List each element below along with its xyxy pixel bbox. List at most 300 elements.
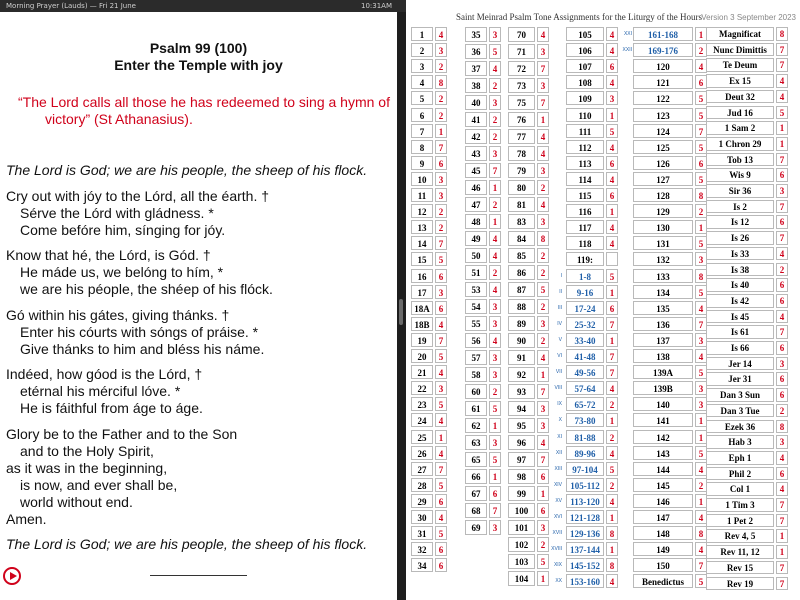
tone-number-cell: 4 bbox=[606, 236, 618, 250]
tone-number-cell: 4 bbox=[489, 333, 501, 348]
psalm-ref-cell: 119: bbox=[566, 252, 604, 266]
tone-number-cell: 6 bbox=[435, 301, 447, 315]
psalm-ref-cell: 49 bbox=[465, 231, 487, 246]
gloria-line: Amen. bbox=[6, 511, 47, 527]
psalm-ref-cell: 98 bbox=[508, 469, 535, 484]
psalm-ref-cell: 144 bbox=[633, 462, 693, 476]
tone-number-cell: 2 bbox=[695, 478, 707, 492]
tone-number-cell: 2 bbox=[537, 265, 549, 280]
psalm-ref-cell: 2 bbox=[411, 43, 433, 57]
psalm-ref-cell: 43 bbox=[465, 146, 487, 161]
tone-number-cell: 2 bbox=[537, 248, 549, 263]
tone-number-cell: 8 bbox=[776, 27, 788, 41]
psalm-ref-cell: Is 38 bbox=[706, 263, 774, 277]
tone-number-cell: 3 bbox=[489, 316, 501, 331]
psalm-ref-cell: 22 bbox=[411, 381, 433, 395]
psalm-ref-cell: Dan 3 Tue bbox=[706, 404, 774, 418]
psalm-ref-cell: 153-160 bbox=[566, 574, 604, 588]
tone-number-cell: 3 bbox=[537, 520, 549, 535]
tone-number-cell: 5 bbox=[695, 446, 707, 460]
psalm-ref-cell: 20 bbox=[411, 349, 433, 363]
verse-line: Gó within his gátes, giving thánks. † bbox=[6, 307, 230, 323]
psalm-ref-cell: 105 bbox=[566, 27, 604, 41]
tone-number-cell: 7 bbox=[537, 384, 549, 399]
patristic-quote bbox=[18, 94, 396, 128]
table-title: Saint Meinrad Psalm Tone Assignments for the Liturgy of the Hours bbox=[456, 12, 703, 22]
verse-line: He máde us, we belóng to hím, * bbox=[20, 264, 224, 280]
table-version: Version 3 September 2023 bbox=[701, 13, 796, 22]
tone-number-cell: 2 bbox=[435, 59, 447, 73]
roman-numeral-label: X bbox=[558, 417, 562, 424]
tone-number-cell: 3 bbox=[776, 357, 788, 371]
psalm-tone-table-pane[interactable] bbox=[406, 0, 800, 600]
tone-number-cell: 2 bbox=[776, 404, 788, 418]
tone-number-cell: 2 bbox=[537, 180, 549, 195]
psalm-ref-cell: Eph 1 bbox=[706, 451, 774, 465]
tone-number-cell: 5 bbox=[695, 91, 707, 105]
tone-number-cell: 5 bbox=[435, 526, 447, 540]
psalm-ref-cell: 21 bbox=[411, 365, 433, 379]
quote-line-2: victory” (St Athanasius). bbox=[45, 111, 193, 127]
tone-number-cell: 6 bbox=[435, 542, 447, 556]
psalm-ref-cell: 10 bbox=[411, 172, 433, 186]
tone-number-cell: 4 bbox=[776, 482, 788, 496]
psalm-ref-cell: 79 bbox=[508, 163, 535, 178]
tone-number-cell: 2 bbox=[776, 263, 788, 277]
verse-line: He is fáithful from áge to áge. bbox=[20, 400, 203, 416]
tone-number-cell: 4 bbox=[435, 446, 447, 460]
psalm-ref-cell: 11 bbox=[411, 188, 433, 202]
roman-numeral-label: XXII bbox=[622, 47, 632, 54]
gloria-line: as it was in the beginning, bbox=[6, 460, 168, 476]
psalm-ref-cell: 106 bbox=[566, 43, 604, 57]
psalm-ref-cell: 1 bbox=[411, 27, 433, 41]
tone-number-cell: 2 bbox=[606, 478, 618, 492]
tone-number-cell: 8 bbox=[606, 558, 618, 572]
tone-number-cell: 7 bbox=[435, 236, 447, 250]
psalm-ref-cell: 161-168 bbox=[633, 27, 693, 41]
psalm-ref-cell: 141 bbox=[633, 413, 693, 427]
verse-line: Give thánks to him and bléss his náme. bbox=[20, 341, 265, 357]
psalm-ref-cell: 26 bbox=[411, 446, 433, 460]
psalm-ref-cell: 14 bbox=[411, 236, 433, 250]
psalm-ref-cell: 9 bbox=[411, 156, 433, 170]
tone-number-cell: 1 bbox=[695, 413, 707, 427]
tone-number-cell: 1 bbox=[606, 542, 618, 556]
psalm-ref-cell: 62 bbox=[465, 418, 487, 433]
psalm-ref-cell: Phil 2 bbox=[706, 467, 774, 481]
tone-number-cell: 3 bbox=[435, 188, 447, 202]
tone-number-cell: 2 bbox=[695, 43, 707, 57]
psalm-ref-cell: 24 bbox=[411, 413, 433, 427]
tone-number-cell: 5 bbox=[695, 140, 707, 154]
tone-number-cell: 5 bbox=[606, 462, 618, 476]
psalm-ref-cell: Wis 9 bbox=[706, 168, 774, 182]
tone-number-cell: 4 bbox=[435, 27, 447, 41]
tone-number-cell: 2 bbox=[489, 78, 501, 93]
roman-numeral-label: VI bbox=[557, 353, 562, 359]
psalm-ref-cell: 89-96 bbox=[566, 446, 604, 460]
tone-number-cell: 6 bbox=[776, 467, 788, 481]
tone-number-cell: 3 bbox=[435, 285, 447, 299]
verse-line: Come befóre him, sínging for jóy. bbox=[20, 222, 226, 238]
tone-number-cell: 5 bbox=[695, 172, 707, 186]
verse-line: we are his péople, the shéep of his flóck. bbox=[20, 281, 273, 297]
tone-number-cell: 3 bbox=[489, 350, 501, 365]
psalm-ref-cell: Rev 15 bbox=[706, 561, 774, 575]
tone-number-cell: 4 bbox=[695, 462, 707, 476]
psalm-ref-cell: Is 66 bbox=[706, 341, 774, 355]
psalm-ref-cell: 142 bbox=[633, 430, 693, 444]
tone-number-cell: 5 bbox=[537, 282, 549, 297]
psalm-ref-cell: Rev 11, 12 bbox=[706, 545, 774, 559]
psalm-ref-cell: 113 bbox=[566, 156, 604, 170]
psalm-ref-cell: 145-152 bbox=[566, 558, 604, 572]
tone-number-cell: 2 bbox=[489, 129, 501, 144]
psalm-ref-cell: 69 bbox=[465, 520, 487, 535]
psalm-ref-cell: 42 bbox=[465, 129, 487, 144]
psalm-ref-cell: 17-24 bbox=[566, 301, 604, 315]
psalm-ref-cell: 61 bbox=[465, 401, 487, 416]
tone-number-cell: 5 bbox=[695, 236, 707, 250]
tone-number-cell: 6 bbox=[537, 503, 549, 518]
tone-number-cell: 7 bbox=[776, 561, 788, 575]
psalm-ref-cell: 25-32 bbox=[566, 317, 604, 331]
psalm-ref-cell: 65-72 bbox=[566, 397, 604, 411]
tone-number-cell: 4 bbox=[489, 248, 501, 263]
psalm-ref-cell: 139B bbox=[633, 381, 693, 395]
psalm-ref-cell: 85 bbox=[508, 248, 535, 263]
psalm-ref-cell: 92 bbox=[508, 367, 535, 382]
psalm-ref-cell: 17 bbox=[411, 285, 433, 299]
tone-number-cell: 6 bbox=[776, 294, 788, 308]
psalm-ref-cell: 46 bbox=[465, 180, 487, 195]
tone-number-cell: 6 bbox=[435, 558, 447, 572]
tone-number-cell: 4 bbox=[606, 494, 618, 508]
tone-number-cell: 1 bbox=[537, 367, 549, 382]
tone-number-cell: 2 bbox=[489, 265, 501, 280]
tone-number-cell: 7 bbox=[776, 200, 788, 214]
psalm-ref-cell: Benedictus bbox=[633, 574, 693, 588]
tone-number-cell: 3 bbox=[435, 172, 447, 186]
tone-number-cell: 8 bbox=[695, 526, 707, 540]
antiphon-repeat: The Lord is God; we are his people, the sheep of his flock. bbox=[6, 536, 368, 552]
psalm-ref-cell: 27 bbox=[411, 462, 433, 476]
tone-number-cell: 6 bbox=[776, 168, 788, 182]
tone-number-cell: 1 bbox=[776, 545, 788, 559]
psalm-ref-cell: 81-88 bbox=[566, 430, 604, 444]
tone-number-cell: 8 bbox=[776, 420, 788, 434]
tone-number-cell: 6 bbox=[695, 156, 707, 170]
psalm-ref-cell: Deut 32 bbox=[706, 90, 774, 104]
psalm-ref-cell: 128 bbox=[633, 188, 693, 202]
psalm-ref-cell: 86 bbox=[508, 265, 535, 280]
tone-number-cell: 5 bbox=[695, 574, 707, 588]
psalm-subtitle: Enter the Temple with joy bbox=[114, 57, 283, 73]
tone-number-cell: 3 bbox=[776, 184, 788, 198]
tone-number-cell: 4 bbox=[537, 197, 549, 212]
psalm-ref-cell: 105-112 bbox=[566, 478, 604, 492]
stanza-1 bbox=[6, 188, 269, 239]
psalm-ref-cell: 53 bbox=[465, 282, 487, 297]
tone-number-cell: 7 bbox=[776, 43, 788, 57]
tone-number-cell: 4 bbox=[537, 27, 549, 42]
psalm-ref-cell: Ezek 36 bbox=[706, 420, 774, 434]
tone-number-cell: 7 bbox=[776, 153, 788, 167]
tone-number-cell: 2 bbox=[489, 112, 501, 127]
verse-line: etérnal his mérciful lóve. * bbox=[20, 383, 181, 399]
psalm-ref-cell: 136 bbox=[633, 317, 693, 331]
psalm-ref-cell: 107 bbox=[566, 59, 604, 73]
psalm-ref-cell: 15 bbox=[411, 252, 433, 266]
psalm-ref-cell: 1 Sam 2 bbox=[706, 121, 774, 135]
tone-number-cell: 6 bbox=[776, 388, 788, 402]
psalm-ref-cell: 124 bbox=[633, 124, 693, 138]
psalm-ref-cell: 150 bbox=[633, 558, 693, 572]
tone-number-cell: 3 bbox=[489, 95, 501, 110]
psalm-ref-cell: 32 bbox=[411, 542, 433, 556]
tone-number-cell: 2 bbox=[606, 397, 618, 411]
psalm-ref-cell: 90 bbox=[508, 333, 535, 348]
status-bar-time: 10:31AM bbox=[361, 2, 393, 10]
tone-number-cell: 1 bbox=[435, 124, 447, 138]
tone-number-cell: 4 bbox=[695, 349, 707, 363]
tone-number-cell bbox=[606, 252, 618, 266]
psalm-ref-cell: 16 bbox=[411, 269, 433, 283]
tone-number-cell: 5 bbox=[695, 108, 707, 122]
tone-number-cell: 3 bbox=[537, 316, 549, 331]
psalm-ref-cell: 143 bbox=[633, 446, 693, 460]
psalm-ref-cell: 34 bbox=[411, 558, 433, 572]
tone-number-cell: 7 bbox=[695, 558, 707, 572]
psalm-ref-cell: 130 bbox=[633, 220, 693, 234]
psalm-ref-cell: 51 bbox=[465, 265, 487, 280]
psalm-ref-cell: 139A bbox=[633, 365, 693, 379]
psalm-ref-cell: 100 bbox=[508, 503, 535, 518]
psalm-ref-cell: 5 bbox=[411, 91, 433, 105]
roman-numeral-label: XIV bbox=[553, 481, 562, 488]
tone-number-cell: 1 bbox=[776, 121, 788, 135]
tone-number-cell: 4 bbox=[537, 350, 549, 365]
psalm-ref-cell: 73 bbox=[508, 78, 535, 93]
psalm-ref-cell: 127 bbox=[633, 172, 693, 186]
roman-numeral-label: VIII bbox=[554, 385, 562, 392]
psalm-ref-cell: 70 bbox=[508, 27, 535, 42]
tone-number-cell: 7 bbox=[489, 163, 501, 178]
psalm-ref-cell: Col 1 bbox=[706, 482, 774, 496]
tone-number-cell: 4 bbox=[776, 310, 788, 324]
play-audio-icon[interactable] bbox=[3, 567, 21, 585]
psalm-ref-cell: Is 42 bbox=[706, 294, 774, 308]
tone-number-cell: 5 bbox=[435, 349, 447, 363]
tone-number-cell: 6 bbox=[776, 278, 788, 292]
psalm-ref-cell: 66 bbox=[465, 469, 487, 484]
tone-number-cell: 7 bbox=[776, 514, 788, 528]
psalm-ref-cell: 36 bbox=[465, 44, 487, 59]
tone-number-cell: 5 bbox=[776, 106, 788, 120]
tone-number-cell: 2 bbox=[435, 91, 447, 105]
gloria bbox=[6, 426, 237, 528]
tone-number-cell: 2 bbox=[537, 299, 549, 314]
psalm-ref-cell: 89 bbox=[508, 316, 535, 331]
psalm-ref-cell: 110 bbox=[566, 108, 604, 122]
tone-number-cell: 1 bbox=[695, 430, 707, 444]
psalm-ref-cell: 80 bbox=[508, 180, 535, 195]
psalm-ref-cell: 113-120 bbox=[566, 494, 604, 508]
psalm-ref-cell: Is 61 bbox=[706, 325, 774, 339]
psalm-ref-cell: 33-40 bbox=[566, 333, 604, 347]
psalm-ref-cell: Nunc Dimittis bbox=[706, 43, 774, 57]
tone-number-cell: 4 bbox=[695, 59, 707, 73]
tone-number-cell: 7 bbox=[776, 58, 788, 72]
tone-number-cell: 4 bbox=[606, 446, 618, 460]
psalm-ref-cell: 45 bbox=[465, 163, 487, 178]
tone-number-cell: 2 bbox=[606, 430, 618, 444]
tone-number-cell: 3 bbox=[537, 44, 549, 59]
tone-number-cell: 1 bbox=[537, 571, 549, 586]
psalm-ref-cell: 38 bbox=[465, 78, 487, 93]
psalm-ref-cell: 140 bbox=[633, 397, 693, 411]
tone-number-cell: 5 bbox=[435, 478, 447, 492]
psalm-title: Psalm 99 (100) bbox=[149, 40, 248, 56]
verse-line: Cry out with jóy to the Lórd, all the éarth. † bbox=[6, 188, 270, 204]
roman-numeral-label: XII bbox=[555, 449, 562, 456]
tone-number-cell: 4 bbox=[489, 231, 501, 246]
tone-number-cell: 2 bbox=[435, 108, 447, 122]
psalm-ref-cell: 55 bbox=[465, 316, 487, 331]
tone-number-cell: 3 bbox=[435, 43, 447, 57]
psalm-ref-cell: 9-16 bbox=[566, 285, 604, 299]
psalm-ref-cell: 71 bbox=[508, 44, 535, 59]
gloria-line: is now, and ever shall be, bbox=[20, 477, 178, 493]
quote-line-1: “The Lord calls all those he has redeemed to sing a hymn of bbox=[18, 94, 390, 110]
tone-number-cell: 1 bbox=[606, 285, 618, 299]
psalm-ref-cell: 57-64 bbox=[566, 381, 604, 395]
tone-number-cell: 8 bbox=[695, 188, 707, 202]
tone-number-cell: 4 bbox=[776, 90, 788, 104]
tone-number-cell: 1 bbox=[537, 486, 549, 501]
tone-number-cell: 6 bbox=[435, 269, 447, 283]
psalm-ref-cell: 75 bbox=[508, 95, 535, 110]
tone-number-cell: 3 bbox=[537, 418, 549, 433]
tone-number-cell: 7 bbox=[435, 462, 447, 476]
psalm-ref-cell: Jud 16 bbox=[706, 106, 774, 120]
psalm-ref-cell: 111 bbox=[566, 124, 604, 138]
psalm-ref-cell: Jer 14 bbox=[706, 357, 774, 371]
tone-number-cell: 6 bbox=[606, 301, 618, 315]
roman-numeral-label: XVII bbox=[552, 530, 562, 537]
tone-number-cell: 3 bbox=[489, 299, 501, 314]
psalm-ref-cell: 134 bbox=[633, 285, 693, 299]
tone-number-cell: 5 bbox=[435, 252, 447, 266]
tone-number-cell: 7 bbox=[776, 498, 788, 512]
tone-number-cell: 2 bbox=[489, 197, 501, 212]
psalm-ref-cell: 123 bbox=[633, 108, 693, 122]
tone-number-cell: 3 bbox=[489, 146, 501, 161]
tone-number-cell: 2 bbox=[695, 204, 707, 218]
gloria-line: and to the Holy Spirit, bbox=[20, 443, 154, 459]
tone-number-cell: 2 bbox=[435, 204, 447, 218]
psalm-ref-cell: 145 bbox=[633, 478, 693, 492]
psalm-ref-cell: 118 bbox=[566, 236, 604, 250]
tone-number-cell: 6 bbox=[489, 486, 501, 501]
roman-numeral-label: XXI bbox=[623, 31, 632, 37]
psalm-ref-cell: 102 bbox=[508, 537, 535, 552]
psalm-ref-cell: 115 bbox=[566, 188, 604, 202]
tone-number-cell: 4 bbox=[606, 220, 618, 234]
roman-numeral-label: XX bbox=[555, 578, 562, 585]
tone-number-cell: 4 bbox=[606, 574, 618, 588]
tone-number-cell: 4 bbox=[695, 510, 707, 524]
tone-number-cell: 5 bbox=[489, 401, 501, 416]
psalm-ref-cell: 114 bbox=[566, 172, 604, 186]
tone-number-cell: 1 bbox=[537, 112, 549, 127]
tone-number-cell: 1 bbox=[435, 430, 447, 444]
split-view-divider[interactable] bbox=[397, 12, 406, 600]
split-view-handle[interactable] bbox=[399, 299, 403, 325]
psalm-ref-cell: 149 bbox=[633, 542, 693, 556]
psalm-ref-cell: 129 bbox=[633, 204, 693, 218]
psalm-ref-cell: 47 bbox=[465, 197, 487, 212]
tone-number-cell: 4 bbox=[776, 74, 788, 88]
tone-number-cell: 4 bbox=[489, 282, 501, 297]
verse-line: Sérve the Lórd with gládness. * bbox=[20, 205, 214, 221]
psalm-ref-cell: 50 bbox=[465, 248, 487, 263]
psalm-ref-cell: Is 2 bbox=[706, 200, 774, 214]
tone-number-cell: 6 bbox=[606, 156, 618, 170]
tone-number-cell: 7 bbox=[695, 124, 707, 138]
psalm-ref-cell: 41-48 bbox=[566, 349, 604, 363]
tone-number-cell: 6 bbox=[606, 59, 618, 73]
psalm-ref-cell: 88 bbox=[508, 299, 535, 314]
tone-number-cell: 6 bbox=[695, 75, 707, 89]
roman-numeral-label: XI bbox=[557, 433, 562, 440]
tone-number-cell: 3 bbox=[776, 435, 788, 449]
psalm-ref-cell: 121 bbox=[633, 75, 693, 89]
psalm-ref-cell: 48 bbox=[465, 214, 487, 229]
tone-number-cell: 2 bbox=[435, 220, 447, 234]
psalm-ref-cell: 93 bbox=[508, 384, 535, 399]
tone-number-cell: 5 bbox=[695, 365, 707, 379]
psalm-ref-cell: 97 bbox=[508, 452, 535, 467]
psalm-ref-cell: 3 bbox=[411, 59, 433, 73]
psalm-ref-cell: 23 bbox=[411, 397, 433, 411]
psalm-ref-cell: 87 bbox=[508, 282, 535, 297]
tone-number-cell: 1 bbox=[489, 214, 501, 229]
tone-number-cell: 2 bbox=[537, 333, 549, 348]
tone-number-cell: 4 bbox=[606, 172, 618, 186]
psalm-ref-cell: 25 bbox=[411, 430, 433, 444]
psalm-ref-cell: 97-104 bbox=[566, 462, 604, 476]
tone-number-cell: 4 bbox=[537, 146, 549, 161]
psalm-ref-cell: 137 bbox=[633, 333, 693, 347]
tone-number-cell: 8 bbox=[435, 75, 447, 89]
psalm-ref-cell: 104 bbox=[508, 571, 535, 586]
tone-number-cell: 1 bbox=[606, 333, 618, 347]
tone-number-cell: 4 bbox=[776, 247, 788, 261]
psalm-reader-pane[interactable] bbox=[0, 12, 397, 600]
stanza-2 bbox=[6, 247, 273, 298]
tone-number-cell: 4 bbox=[435, 413, 447, 427]
tone-number-cell: 5 bbox=[606, 124, 618, 138]
psalm-ref-cell: 109 bbox=[566, 91, 604, 105]
tone-number-cell: 7 bbox=[537, 61, 549, 76]
tone-number-cell: 4 bbox=[435, 317, 447, 331]
gloria-line: Glory be to the Father and to the Son bbox=[6, 426, 238, 442]
tone-number-cell: 5 bbox=[489, 452, 501, 467]
tone-number-cell: 1 bbox=[776, 137, 788, 151]
tone-number-cell: 4 bbox=[537, 129, 549, 144]
